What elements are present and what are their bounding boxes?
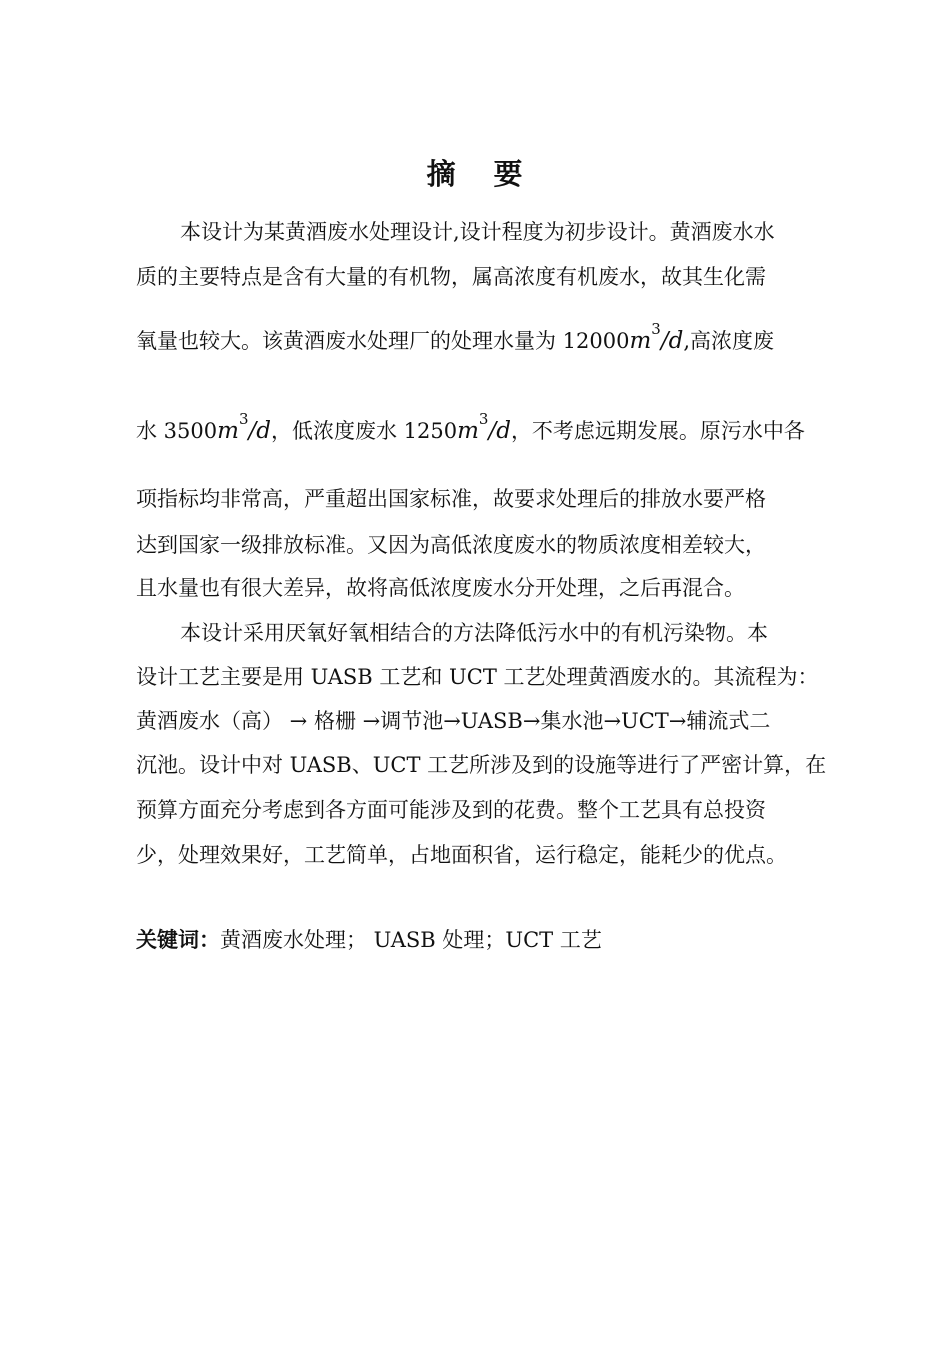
paragraph-1-line-3 [136,320,775,356]
unit-cubic-meter-per-day [629,320,684,354]
paragraph-2-line-4: 沉池。设计中对 UASB、UCT 工艺所涉及到的设施等进行了严密计算，在 [136,753,827,777]
abstract-title: 摘 要 [426,157,524,191]
paragraph-1-line-3-text: 氧量也较大。该黄酒废水处理厂的处理水量为 12000 [136,329,630,353]
unit-cubic-meter-per-day [457,410,511,444]
unit-cubic-meter-per-day [217,410,271,444]
paragraph-1-line-4-b: ，低浓度废水 1250 [270,419,458,443]
unit-base: m [629,328,652,354]
paragraph-1-line-4 [136,410,805,446]
keywords-label: 关键词： [136,928,220,952]
paragraph-2-line-3: 黄酒废水（高） → 格栅 →调节池→UASB→集水池→UCT→辅流式二 [136,709,771,733]
paragraph-2-line-1: 本设计采用厌氧好氧相结合的方法降低污水中的有机污染物。本 [180,621,768,645]
paragraph-1-line-5: 项指标均非常高，严重超出国家标准，故要求处理后的排放水要严格 [136,487,766,511]
unit-base: m [217,418,239,444]
paragraph-1-line-4-c: ，不考虑远期发展。原污水中各 [510,419,805,443]
unit-exponent: 3 [238,410,249,428]
paragraph-2-line-6: 少，处理效果好，工艺简单，占地面积省，运行稳定，能耗少的优点。 [136,843,787,867]
unit-base: m [457,418,479,444]
paragraph-2-line-2: 设计工艺主要是用 UASB 工艺和 UCT 工艺处理黄酒废水的。其流程为： [136,665,819,689]
paragraph-1-line-7: 且水量也有很大差异，故将高低浓度废水分开处理，之后再混合。 [136,576,745,600]
paragraph-2-line-5: 预算方面充分考虑到各方面可能涉及到的花费。整个工艺具有总投资 [136,798,766,822]
paragraph-1-line-2: 质的主要特点是含有大量的有机物，属高浓度有机废水，故其生化需 [136,265,766,289]
unit-per-day: /d [488,418,511,444]
keywords-value: 黄酒废水处理； UASB 处理；UCT 工艺 [220,928,602,952]
unit-per-day: /d [660,328,684,354]
paragraph-1-line-4-a: 水 3500 [136,419,218,443]
keywords-line [136,925,602,955]
paragraph-1-line-6: 达到国家一级排放标准。又因为高低浓度废水的物质浓度相差较大， [136,533,766,557]
paragraph-1-line-3-tail: ,高浓度废 [683,329,775,353]
unit-exponent: 3 [651,320,661,338]
unit-per-day: /d [248,418,271,444]
unit-exponent: 3 [478,410,489,428]
paragraph-1-line-1: 本设计为某黄酒废水处理设计,设计程度为初步设计。黄酒废水水 [180,220,775,244]
